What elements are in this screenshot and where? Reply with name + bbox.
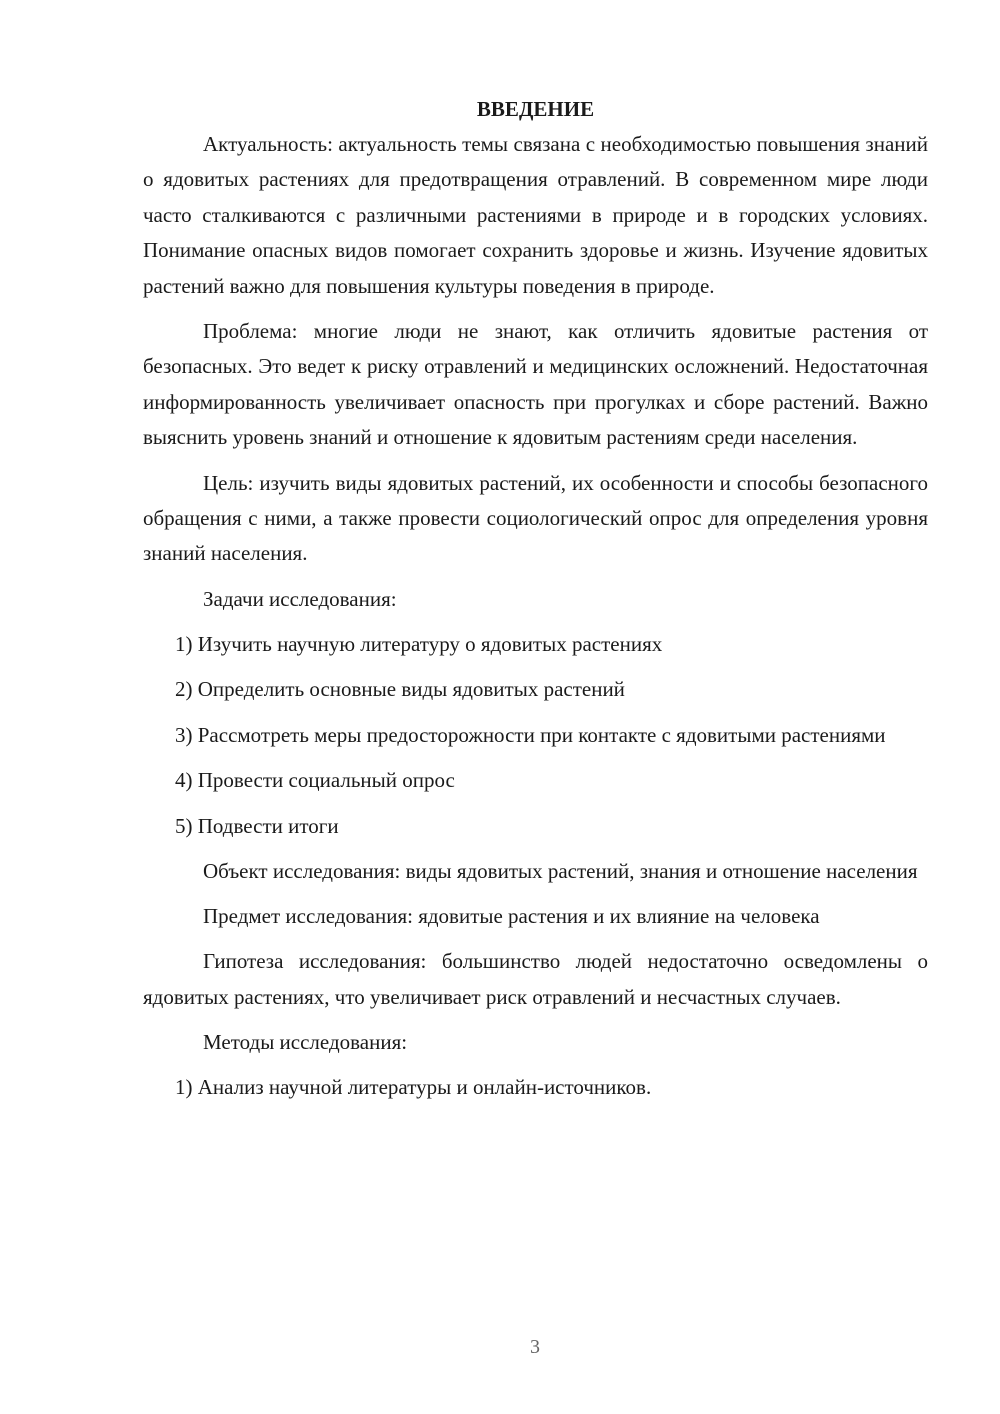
problem-paragraph: Проблема: многие люди не знают, как отличить ядовитые растения от безопасных. Это ведет к риску отравлений и медицинских осложнений. Недостаточная информированность увеличивает опасность при прогулках и сборе растений. Важно выяснить уровень знаний и отношение к ядовитым растениям среди населения. bbox=[143, 319, 928, 450]
tasks-heading: Задачи исследования: bbox=[203, 586, 397, 611]
task-item-5: 5) Подвести итоги bbox=[175, 813, 339, 838]
goal-paragraph: Цель: изучить виды ядовитых растений, их особенности и способы безопасного обращения с ними, а также провести социологический опрос для определения уровня знаний населения. bbox=[143, 470, 928, 566]
object-paragraph: Объект исследования: виды ядовитых растений, знания и отношение населения bbox=[203, 858, 918, 883]
task-item-1: 1) Изучить научную литературу о ядовитых растениях bbox=[175, 631, 663, 656]
task-item-4: 4) Провести социальный опрос bbox=[175, 768, 455, 793]
relevance-paragraph: Актуальность: актуальность темы связана с необходимостью повышения знаний о ядовитых растениях для предотвращения отравлений. В современном мире люди часто сталкиваются с различными растениями в природе и в городских условиях. Понимание опасных видов помогает сохранить здоровье и жизнь. Изучение ядовитых растений важно для повышения культуры поведения в природе. bbox=[143, 132, 928, 298]
page-number: 3 bbox=[530, 1336, 540, 1358]
methods-heading: Методы исследования: bbox=[203, 1030, 408, 1055]
document-page bbox=[143, 92, 928, 1116]
page-title: ВВЕДЕНИЕ bbox=[476, 97, 595, 121]
hypothesis-paragraph: Гипотеза исследования: большинство людей недостаточно осведомлены о ядовитых растениях, что увеличивает риск отравлений и несчастных случаев. bbox=[143, 949, 928, 1009]
task-item-3: 3) Рассмотреть меры предосторожности при контакте с ядовитыми растениями bbox=[175, 722, 886, 747]
task-item-2: 2) Определить основные виды ядовитых растений bbox=[175, 677, 625, 702]
subject-paragraph: Предмет исследования: ядовитые растения и их влияние на человека bbox=[203, 904, 820, 929]
method-item-1: 1) Анализ научной литературы и онлайн-источников. bbox=[175, 1075, 652, 1100]
